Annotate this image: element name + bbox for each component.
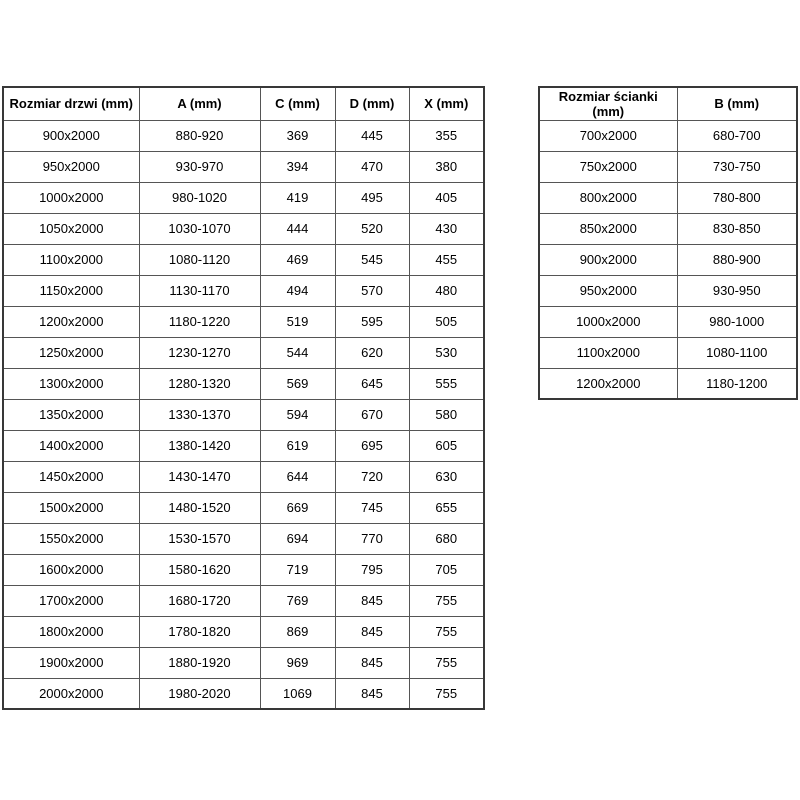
table-row	[3, 213, 484, 244]
table-cell: 355	[409, 120, 484, 151]
table-cell: 455	[409, 244, 484, 275]
table-cell: 594	[260, 399, 335, 430]
table-cell: 1550x2000	[3, 523, 139, 554]
table-cell: 644	[260, 461, 335, 492]
table-cell: 480	[409, 275, 484, 306]
table-cell: 1130-1170	[139, 275, 260, 306]
table-cell: 755	[409, 616, 484, 647]
table-cell: 1780-1820	[139, 616, 260, 647]
table-cell: 869	[260, 616, 335, 647]
table-cell: 850x2000	[539, 213, 677, 244]
table-cell: 1380-1420	[139, 430, 260, 461]
table-cell: 1030-1070	[139, 213, 260, 244]
column-header: Rozmiar drzwi (mm)	[3, 87, 139, 120]
table-cell: 950x2000	[3, 151, 139, 182]
table-cell: 405	[409, 182, 484, 213]
door-size-grid	[2, 86, 485, 710]
table-cell: 1200x2000	[3, 306, 139, 337]
table-cell: 700x2000	[539, 120, 677, 151]
table-row	[3, 492, 484, 523]
table-cell: 605	[409, 430, 484, 461]
table-cell: 570	[335, 275, 409, 306]
table-cell: 369	[260, 120, 335, 151]
table-cell: 845	[335, 647, 409, 678]
table-cell: 569	[260, 368, 335, 399]
table-cell: 1069	[260, 678, 335, 709]
table-cell: 900x2000	[3, 120, 139, 151]
table-cell: 900x2000	[539, 244, 677, 275]
table-row	[3, 585, 484, 616]
table-cell: 1400x2000	[3, 430, 139, 461]
wall-table-header	[539, 87, 797, 120]
header-row	[539, 87, 797, 120]
table-cell: 969	[260, 647, 335, 678]
table-row	[3, 182, 484, 213]
table-row	[3, 151, 484, 182]
table-row	[3, 430, 484, 461]
table-cell: 845	[335, 585, 409, 616]
table-cell: 780-800	[677, 182, 797, 213]
table-row	[539, 120, 797, 151]
table-cell: 1580-1620	[139, 554, 260, 585]
table-row	[539, 151, 797, 182]
table-row	[3, 275, 484, 306]
column-header: A (mm)	[139, 87, 260, 120]
table-cell: 795	[335, 554, 409, 585]
table-cell: 1150x2000	[3, 275, 139, 306]
table-cell: 950x2000	[539, 275, 677, 306]
table-cell: 680-700	[677, 120, 797, 151]
table-row	[3, 306, 484, 337]
column-header: B (mm)	[677, 87, 797, 120]
table-cell: 670	[335, 399, 409, 430]
table-cell: 800x2000	[539, 182, 677, 213]
table-cell: 930-970	[139, 151, 260, 182]
table-cell: 750x2000	[539, 151, 677, 182]
table-cell: 469	[260, 244, 335, 275]
column-header: Rozmiar ścianki (mm)	[539, 87, 677, 120]
table-cell: 1330-1370	[139, 399, 260, 430]
table-cell: 1180-1220	[139, 306, 260, 337]
table-cell: 620	[335, 337, 409, 368]
table-cell: 980-1000	[677, 306, 797, 337]
table-cell: 544	[260, 337, 335, 368]
table-cell: 619	[260, 430, 335, 461]
table-row	[539, 368, 797, 399]
table-cell: 470	[335, 151, 409, 182]
table-cell: 419	[260, 182, 335, 213]
table-cell: 845	[335, 616, 409, 647]
table-cell: 545	[335, 244, 409, 275]
table-cell: 719	[260, 554, 335, 585]
table-cell: 1180-1200	[677, 368, 797, 399]
table-cell: 1200x2000	[539, 368, 677, 399]
table-cell: 505	[409, 306, 484, 337]
table-row	[3, 337, 484, 368]
table-cell: 519	[260, 306, 335, 337]
table-row	[3, 244, 484, 275]
table-row	[3, 678, 484, 709]
table-cell: 1080-1100	[677, 337, 797, 368]
table-cell: 1300x2000	[3, 368, 139, 399]
table-cell: 1430-1470	[139, 461, 260, 492]
table-cell: 1450x2000	[3, 461, 139, 492]
table-cell: 755	[409, 678, 484, 709]
table-cell: 680	[409, 523, 484, 554]
table-cell: 655	[409, 492, 484, 523]
table-cell: 630	[409, 461, 484, 492]
table-row	[539, 337, 797, 368]
table-cell: 1680-1720	[139, 585, 260, 616]
table-cell: 1480-1520	[139, 492, 260, 523]
column-header: C (mm)	[260, 87, 335, 120]
wall-table-body	[539, 120, 797, 399]
table-cell: 730-750	[677, 151, 797, 182]
table-cell: 845	[335, 678, 409, 709]
table-cell: 1800x2000	[3, 616, 139, 647]
table-cell: 1080-1120	[139, 244, 260, 275]
table-cell: 694	[260, 523, 335, 554]
table-cell: 2000x2000	[3, 678, 139, 709]
table-cell: 494	[260, 275, 335, 306]
table-cell: 1980-2020	[139, 678, 260, 709]
table-row	[3, 616, 484, 647]
table-cell: 1600x2000	[3, 554, 139, 585]
table-cell: 520	[335, 213, 409, 244]
table-row	[3, 368, 484, 399]
table-cell: 720	[335, 461, 409, 492]
table-cell: 1700x2000	[3, 585, 139, 616]
table-cell: 555	[409, 368, 484, 399]
column-header: X (mm)	[409, 87, 484, 120]
table-cell: 1100x2000	[539, 337, 677, 368]
table-cell: 1050x2000	[3, 213, 139, 244]
wall-size-grid	[538, 86, 798, 400]
table-cell: 669	[260, 492, 335, 523]
table-cell: 770	[335, 523, 409, 554]
table-cell: 1530-1570	[139, 523, 260, 554]
table-cell: 880-920	[139, 120, 260, 151]
table-cell: 745	[335, 492, 409, 523]
table-cell: 530	[409, 337, 484, 368]
table-cell: 930-950	[677, 275, 797, 306]
table-cell: 769	[260, 585, 335, 616]
table-cell: 1280-1320	[139, 368, 260, 399]
table-cell: 430	[409, 213, 484, 244]
door-size-table	[2, 86, 485, 710]
table-cell: 444	[260, 213, 335, 244]
table-cell: 880-900	[677, 244, 797, 275]
table-cell: 1000x2000	[3, 182, 139, 213]
table-cell: 445	[335, 120, 409, 151]
table-cell: 1250x2000	[3, 337, 139, 368]
table-row	[3, 461, 484, 492]
table-row	[3, 399, 484, 430]
table-row	[539, 306, 797, 337]
table-cell: 595	[335, 306, 409, 337]
table-cell: 1000x2000	[539, 306, 677, 337]
table-cell: 755	[409, 647, 484, 678]
table-cell: 980-1020	[139, 182, 260, 213]
table-row	[3, 647, 484, 678]
door-table-header	[3, 87, 484, 120]
table-cell: 380	[409, 151, 484, 182]
table-row	[539, 182, 797, 213]
table-cell: 755	[409, 585, 484, 616]
table-cell: 695	[335, 430, 409, 461]
table-cell: 1100x2000	[3, 244, 139, 275]
table-row	[3, 523, 484, 554]
table-row	[3, 554, 484, 585]
table-cell: 495	[335, 182, 409, 213]
table-cell: 645	[335, 368, 409, 399]
table-cell: 705	[409, 554, 484, 585]
table-row	[539, 213, 797, 244]
table-cell: 830-850	[677, 213, 797, 244]
wall-size-table	[538, 86, 798, 400]
table-row	[539, 244, 797, 275]
table-cell: 1500x2000	[3, 492, 139, 523]
table-cell: 1880-1920	[139, 647, 260, 678]
header-row	[3, 87, 484, 120]
table-row	[539, 275, 797, 306]
door-table-body	[3, 120, 484, 709]
table-row	[3, 120, 484, 151]
table-cell: 580	[409, 399, 484, 430]
table-cell: 1230-1270	[139, 337, 260, 368]
table-cell: 394	[260, 151, 335, 182]
table-cell: 1900x2000	[3, 647, 139, 678]
column-header: D (mm)	[335, 87, 409, 120]
table-cell: 1350x2000	[3, 399, 139, 430]
